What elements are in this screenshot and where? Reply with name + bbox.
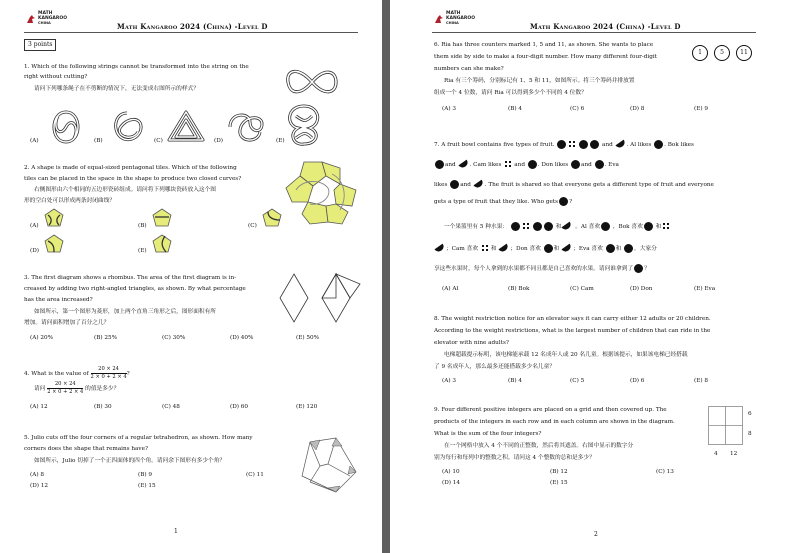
q7-line-1 [434, 140, 694, 150]
q2-option-e[interactable]: (E) [138, 248, 147, 254]
kangaroo-icon [434, 14, 444, 24]
q8-option-e[interactable]: (E) 8 [694, 378, 709, 384]
header-rule [24, 32, 358, 33]
q6-option-d[interactable]: (D) 8 [630, 106, 645, 112]
q9-grid-figure [708, 406, 746, 446]
q4-option-e[interactable]: (E) 120 [296, 404, 318, 410]
strawberry-icon [450, 180, 459, 189]
q9-text-en-1: 9. Four different positive integers are placed on a grid and then covered up. The [434, 407, 667, 413]
q4-option-b[interactable]: (B) 30 [94, 404, 112, 410]
banana-icon [615, 140, 626, 150]
q6-option-e[interactable]: (E) 9 [694, 106, 709, 112]
q7-cam-likes: . Cam likes [469, 162, 502, 168]
q7-zh-and-2: 和 [655, 224, 662, 230]
q4-question-mark: ? [126, 371, 130, 377]
q4-fraction-den: 2 × 0 + 2 × 4 [90, 374, 127, 380]
q7-question-mark: ? [569, 199, 573, 205]
q7-and-3: and [514, 162, 525, 168]
q7-zh-question: 享这些水果时，每个人拿到的水果都不同且都是自己喜欢的水果。请问谁拿到了 [434, 266, 634, 272]
strawberry-icon [579, 140, 588, 149]
q6-option-b[interactable]: (B) 4 [508, 106, 523, 112]
q7-zh-line-1 [444, 222, 672, 232]
q6-text-zh-2: 组成一个 4 位数，请问 Ria 可以得到多少个不同的 4 位数？ [434, 90, 587, 96]
q8-option-b[interactable]: (B) 4 [508, 378, 523, 384]
q1-option-d[interactable]: (D) [214, 138, 223, 144]
q8-text-zh-2: 了 9 名成年人，那么最多还能搭载多少名儿童？ [434, 364, 555, 370]
banana-icon [562, 222, 573, 232]
q4-text-zh [34, 381, 119, 396]
cherry-icon [590, 140, 599, 149]
kangaroo-logo: MATH KANGAROO CHINA [26, 12, 67, 26]
q7-who-gets: gets a type of fruit that they like. Who gets [434, 199, 559, 205]
q7-option-c[interactable]: (C) Cam [570, 286, 594, 292]
q6-option-a[interactable]: (A) 3 [442, 106, 456, 112]
q9-text-zh-2: 别为每行和每列中的整数之积。请问这 4 个整数的总和是多少？ [434, 455, 595, 461]
q2-text-zh-2: 形的空白处可以形成两条封闭曲线？ [24, 198, 115, 204]
q3-option-a[interactable]: (A) 20% [30, 335, 53, 341]
q1-option-a[interactable]: (A) [30, 138, 39, 144]
q5-option-a[interactable]: (A) 8 [30, 472, 44, 478]
banana-icon [434, 244, 445, 254]
q7-option-d[interactable]: (D) Don [630, 286, 653, 292]
q7-sharing-text: . The fruit is shared so that everyone gets a different type of fruit and everyone [484, 182, 714, 188]
q2-text-en-1: 2. A shape is made of equal-sized pentagonal tiles. Which of the following [24, 165, 237, 171]
q1-option-c[interactable]: (C) [154, 138, 163, 144]
cherry-icon [571, 160, 580, 169]
grapes-icon [522, 222, 531, 231]
q8-text-en-1: 8. The weight restriction notice for an elevator says it can carry either 12 adults or 20 children. [434, 316, 711, 322]
q7-zh-share: 。大家分 [634, 246, 657, 252]
q7-line-2 [434, 160, 619, 170]
apple-icon [644, 222, 653, 231]
q4-fraction [91, 366, 127, 381]
q1-option-b-figure [108, 110, 146, 144]
q7-and-1: and [602, 142, 613, 148]
q7-option-b[interactable]: (B) Bok [508, 286, 530, 292]
q1-option-e[interactable]: (E) [276, 138, 285, 144]
q3-text-en-3: has the area increased? [24, 297, 93, 303]
apple-icon [435, 160, 444, 169]
q9-option-c[interactable]: (C) 13 [656, 469, 674, 475]
q1-option-b[interactable]: (B) [94, 138, 103, 144]
cherry-icon [634, 264, 643, 273]
q7-zh-cam: ；Cam 喜欢 [446, 246, 479, 252]
q1-option-e-figure [284, 104, 324, 148]
q5-text-zh: 如图所示，Julio 切掉了一个正四面体的四个角。请问余下图形有多少个角？ [34, 458, 226, 464]
q7-and-4: and [581, 162, 592, 168]
q5-option-d[interactable]: (D) 12 [30, 483, 49, 489]
section-label: 3 points [24, 39, 56, 51]
q4-fraction-num: 20 × 24 [91, 366, 127, 374]
q2-option-c-tile [262, 208, 282, 228]
q9-row-product-2: 8 [748, 431, 752, 437]
q5-tetrahedron-figure [296, 436, 360, 494]
q7-zh-bok: ，Bok 喜欢 [612, 224, 643, 230]
q2-option-b-tile [152, 208, 172, 228]
page-1 [0, 0, 382, 553]
q7-zh-al: 。Al 喜欢 [575, 224, 601, 230]
q2-option-d-tile [44, 234, 64, 254]
strawberry-icon [528, 160, 537, 169]
q6-text-en-2: them side by side to make a four-digit number. How many different four-digit [434, 54, 657, 60]
q7-bok-likes: . Bok likes [664, 142, 694, 148]
q7-zh-and-3: 和 [490, 246, 497, 252]
q9-col-product-1: 4 [714, 451, 718, 457]
q3-text-zh-2: 增加。请问面积增加了百分之几？ [24, 320, 110, 326]
q7-likes: likes [434, 182, 448, 188]
banana-icon [458, 160, 469, 170]
q1-text-zh: 请问下列哪条绳子在不剪断的情况下，无法变成右图所示的样式？ [34, 86, 199, 92]
q9-option-e[interactable]: (E) 15 [550, 480, 568, 486]
q2-option-d[interactable]: (D) [30, 248, 39, 254]
q7-and-5: and [460, 182, 471, 188]
q8-option-d[interactable]: (D) 6 [630, 378, 645, 384]
q1-option-c-figure [166, 110, 206, 144]
q8-option-a[interactable]: (A) 3 [442, 378, 456, 384]
q7-zh-eva: ；Eva 喜欢 [573, 246, 603, 252]
q2-text-en-2: tiles can be placed in the space in the shape to produce two closed curves? [24, 176, 242, 182]
q4-text-en-label: 4. What is the value of [24, 371, 89, 377]
counter-1: 1 [692, 45, 708, 61]
q7-option-a[interactable]: (A) Al [442, 286, 459, 292]
grapes-icon [568, 140, 577, 149]
q8-text-en-2: According to the weight restrictions, what is the largest number of children that can ride in the [434, 328, 711, 334]
q7-zh-don: ；Don 喜欢 [510, 246, 541, 252]
q1-option-a-figure [46, 110, 86, 144]
q9-row-product-1: 6 [748, 411, 752, 417]
q5-option-b[interactable]: (B) 9 [138, 472, 153, 478]
page-2 [390, 0, 786, 553]
counter-11: 11 [736, 45, 752, 61]
q1-text-en-2: right without cutting? [24, 74, 88, 80]
kangaroo-logo: MATH KANGAROO CHINA [434, 12, 475, 26]
q3-text-zh-1: 如图所示，第一个图形为菱形，加上两个直角三角形之后，图形面积有所 [34, 309, 216, 315]
q4-zh-fraction-den: 2 × 0 + 2 × 4 [47, 389, 84, 395]
q7-zh-intro: 一个果篮里有 5 种水果： [444, 224, 509, 230]
q3-option-c[interactable]: (C) 30% [162, 335, 186, 341]
banana-icon [473, 180, 484, 190]
q4-option-a[interactable]: (A) 12 [30, 404, 48, 410]
q9-text-en-3: What is the sum of the four integers? [434, 431, 542, 437]
q9-text-zh-1: 在一个网格中放入 4 个不同的正整数，然后将其遮盖。右图中显示的数字分 [444, 443, 634, 449]
q3-option-b[interactable]: (B) 25% [94, 335, 118, 341]
q7-zh-and-4: 和 [553, 246, 560, 252]
q3-text-en-2: creased by adding two right-angled triangles, as shown. By what percentage [24, 286, 246, 292]
q6-text-en-1: 6. Ria has three counters marked 1, 5 and 11, as shown. She wants to place [434, 42, 654, 48]
strawberry-icon [533, 222, 542, 231]
apple-icon [557, 140, 566, 149]
q7-option-e[interactable]: (E) Eva [694, 286, 716, 292]
q6-text-zh-1: Ria 有三个筹码，分别标记有 1、5 和 11，如图所示。将三个筹码并排放置 [444, 78, 635, 84]
q8-option-c[interactable]: (C) 5 [570, 378, 585, 384]
q9-option-d[interactable]: (D) 14 [442, 480, 461, 486]
q8-text-zh-1: 电梯超载提示标明，该电梯能承载 12 名成年人或 20 名儿童。根据该提示，如果该电梯已经搭载 [444, 352, 688, 358]
apple-icon [601, 222, 610, 231]
apple-icon [606, 244, 615, 253]
q4-zh-suffix: 的值是多少？ [85, 386, 120, 392]
q2-pentagon-shape-figure [282, 160, 358, 226]
q1-text-en-1: 1. Which of the following strings cannot be transformed into the string on the [24, 64, 249, 70]
q4-text-en [24, 366, 130, 381]
q7-zh-line-3 [434, 264, 650, 274]
q5-text-en-2: corners does the shape that remains have? [24, 446, 149, 452]
q7-zh-and: 和 [555, 224, 562, 230]
grapes-icon [662, 222, 671, 231]
counter-5: 5 [714, 45, 730, 61]
q8-text-en-3: elevator with nine adults? [434, 340, 509, 346]
q3-rhombus-figure [280, 272, 360, 324]
cherry-icon [559, 197, 568, 206]
q7-line-1-text: 7. A fruit bowl contains five types of fruit. [434, 142, 555, 148]
kangaroo-icon [26, 14, 36, 24]
strawberry-icon [544, 244, 553, 253]
q5-option-c[interactable]: (C) 11 [246, 472, 264, 478]
q2-option-e-tile [152, 234, 172, 254]
q1-option-d-figure [226, 110, 266, 144]
q4-zh-fraction-num: 20 × 24 [47, 381, 83, 389]
q3-option-e[interactable]: (E) 50% [296, 335, 320, 341]
q5-text-en-1: 5. Julio cuts off the four corners of a regular tetrahedron, as shown. How many [24, 435, 253, 441]
page-header-title: Math Kangaroo 2024 (China) -Level D [530, 22, 681, 31]
q9-text-en-2: products of the integers in each row and in each column are shown in the diagram. [434, 419, 675, 425]
q9-col-product-2: 12 [730, 451, 738, 457]
q2-option-c[interactable]: (C) [248, 223, 257, 229]
q7-eva: . Eva [604, 162, 619, 168]
q7-line-3 [434, 180, 714, 190]
q7-al-likes: . Al likes [626, 142, 652, 148]
grapes-icon [481, 244, 490, 253]
q2-option-a[interactable]: (A) [30, 223, 39, 229]
header-rule [432, 32, 756, 33]
q5-option-e[interactable]: (E) 15 [138, 483, 156, 489]
q3-option-d[interactable]: (D) 40% [230, 335, 254, 341]
q7-zh-and-5: 和 [615, 246, 622, 252]
q4-zh-fraction [47, 381, 83, 396]
q4-option-d[interactable]: (D) 60 [230, 404, 249, 410]
q4-option-c[interactable]: (C) 48 [162, 404, 180, 410]
q7-line-4 [434, 197, 572, 207]
page-number: 2 [594, 531, 598, 538]
grapes-icon [504, 160, 513, 169]
page-header-title: Math Kangaroo 2024 (China) -Level D [117, 22, 268, 31]
apple-icon [595, 160, 604, 169]
q9-option-a[interactable]: (A) 10 [442, 469, 460, 475]
q6-option-c[interactable]: (C) 6 [570, 106, 585, 112]
q7-zh-qmark: ？ [644, 266, 650, 272]
apple-icon [654, 140, 663, 149]
q3-text-en-1: 3. The first diagram shows a rhombus. The area of the first diagram is in- [24, 275, 237, 281]
q7-zh-line-2 [434, 244, 657, 254]
q7-and-2: and [445, 162, 456, 168]
q6-text-en-3: numbers can she make? [434, 66, 504, 72]
strawberry-icon [624, 244, 633, 253]
q9-option-b[interactable]: (B) 12 [550, 469, 568, 475]
q2-option-b[interactable]: (B) [138, 223, 147, 229]
q2-text-zh-1: 右侧图形由六个相同的五边形瓷砖组成。请问将下列哪块瓷砖放入这个图 [34, 187, 216, 193]
banana-icon [562, 244, 573, 254]
apple-icon [511, 222, 520, 231]
q1-target-string-figure [284, 64, 340, 100]
banana-icon [499, 244, 510, 254]
q7-don-likes: . Don likes [537, 162, 569, 168]
cherry-icon [544, 222, 553, 231]
q2-option-a-tile [44, 208, 64, 228]
page-number: 1 [174, 528, 178, 535]
q4-zh-prefix: 请问 [34, 386, 46, 392]
